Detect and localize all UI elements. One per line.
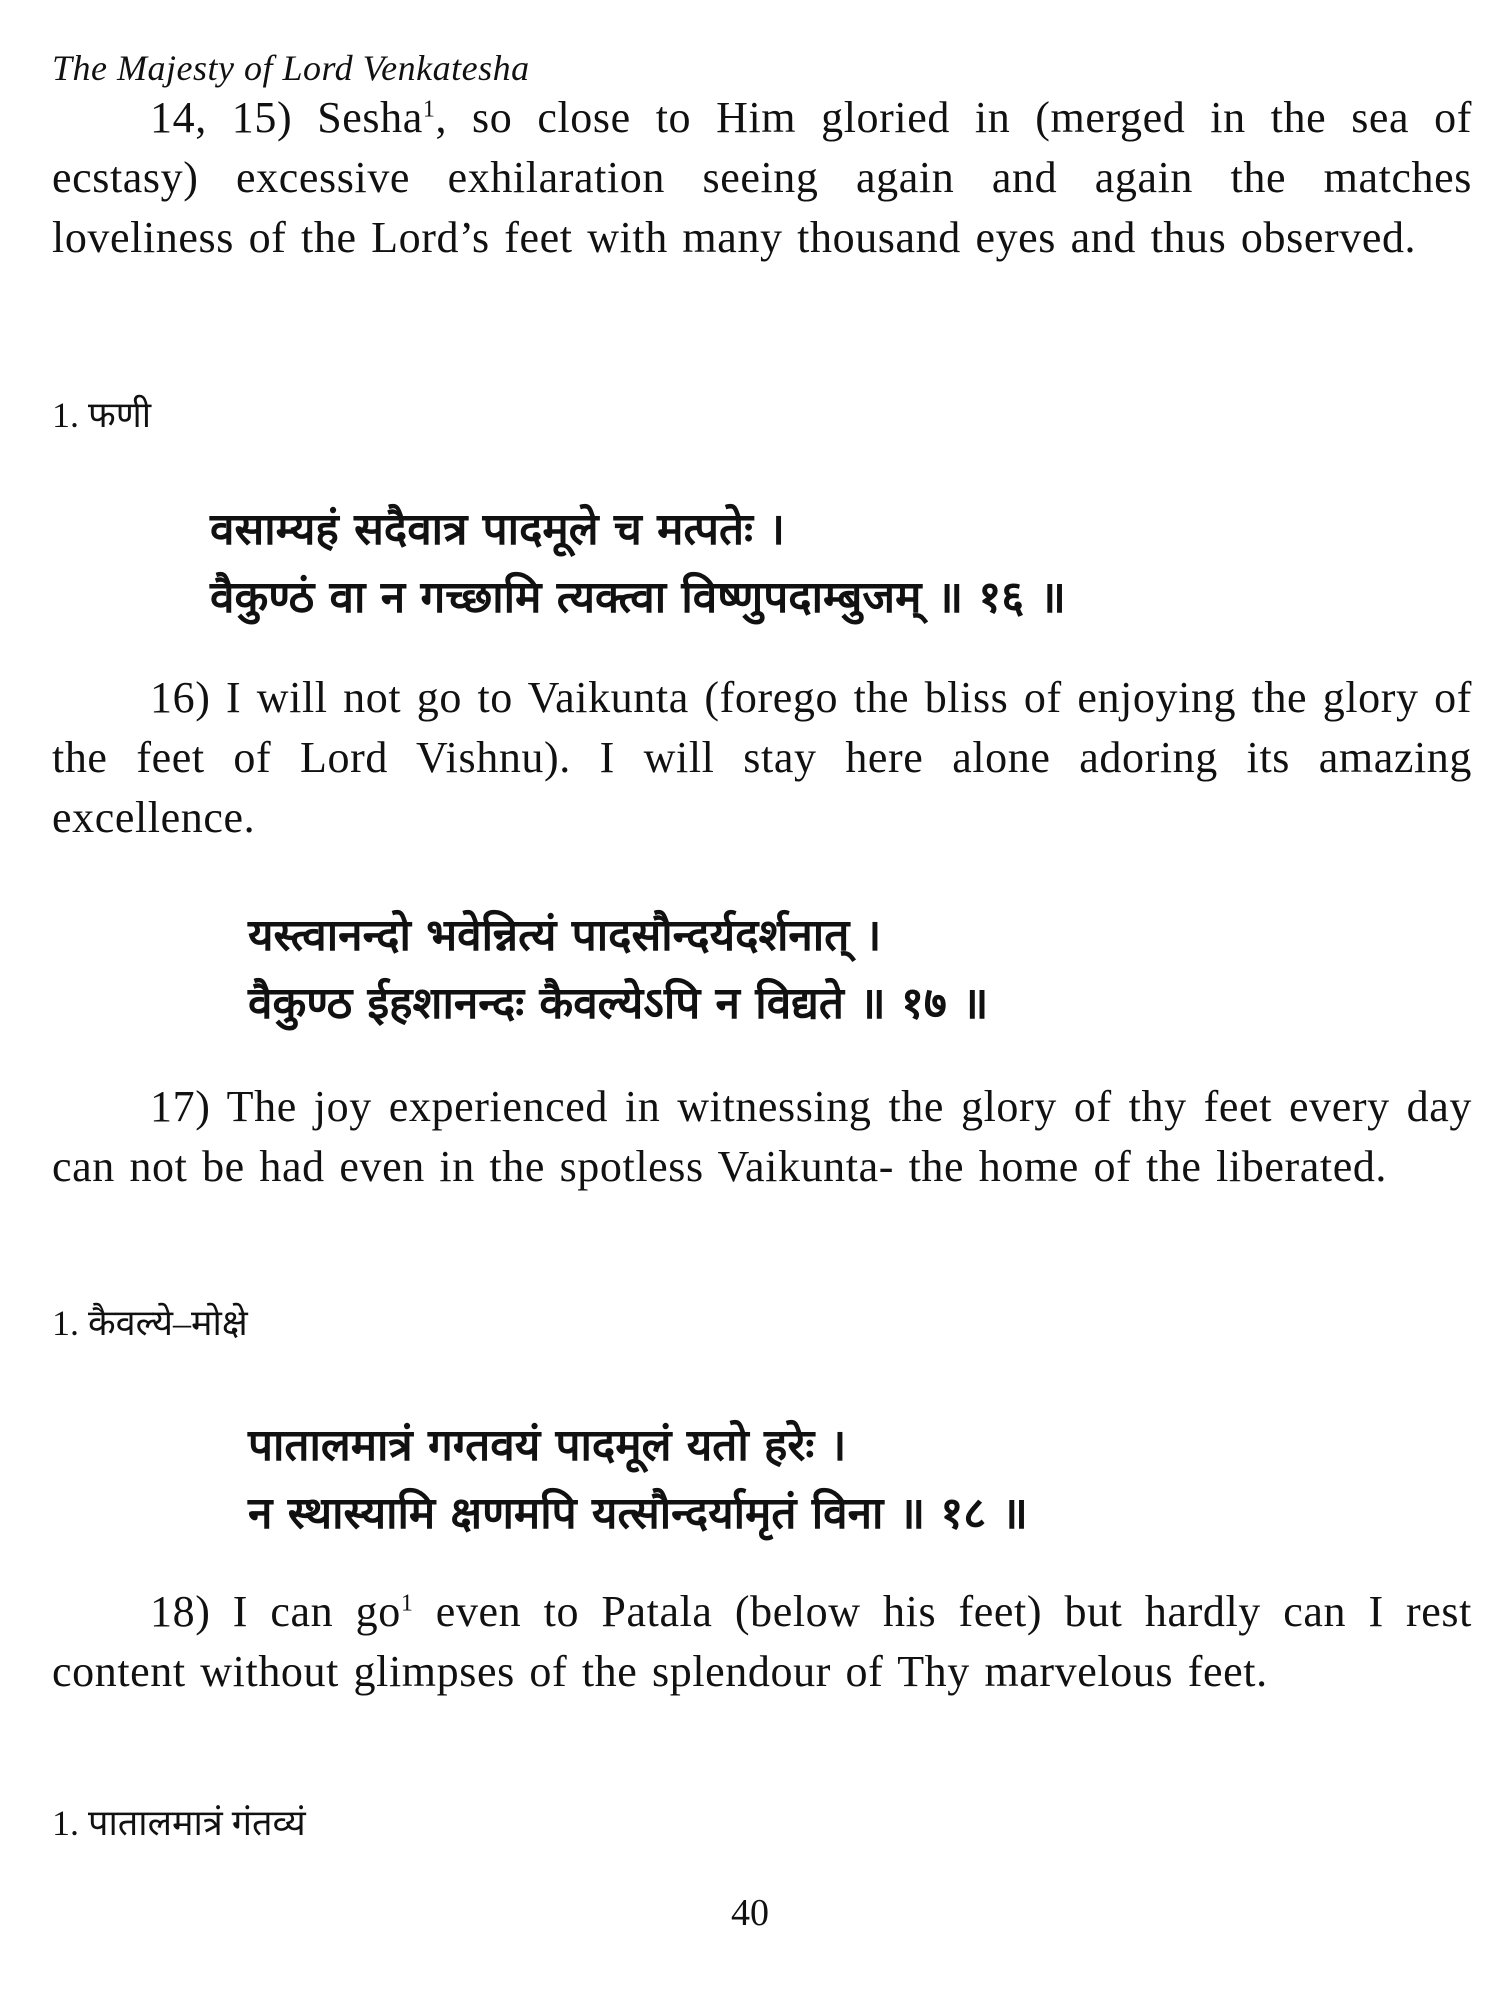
verse-18 xyxy=(248,1412,1028,1548)
verse-16 xyxy=(210,496,1066,632)
paragraph-14-15 xyxy=(52,88,1472,268)
paragraph-18-rest: even to Patala (below his feet) but hardly can I rest content without glimpses of the splendour of Thy marvelous feet. xyxy=(52,1587,1472,1696)
verse-16-line-2: वैकुण्ठं वा न गच्छामि त्यक्त्वा विष्णुपदाम्बुजम् ॥ १६ ॥ xyxy=(210,572,1066,623)
paragraph-16: 16) I will not go to Vaikunta (forego the bliss of enjoying the glory of the feet of Lord Vishnu). I will stay here alone adoring its amazing excellence. xyxy=(52,673,1472,842)
footnote-marker: 1 xyxy=(422,96,436,123)
page-number: 40 xyxy=(731,1892,769,1934)
paragraph-18 xyxy=(52,1582,1472,1702)
footnote-3: 1. पातालमात्रं गंतव्यं xyxy=(52,1803,306,1843)
verse-17 xyxy=(248,902,988,1038)
verse-17-line-1: यस्त्वानन्दो भवेन्नित्यं पादसौन्दर्यदर्शनात् । xyxy=(248,910,882,961)
footnote-2: 1. कैवल्ये–मोक्षे xyxy=(52,1303,248,1343)
verse-16-line-1: वसाम्यहं सदैवात्र पादमूले च मत्पतेः । xyxy=(210,504,785,555)
paragraph-14-15-start: 14, 15) Sesha xyxy=(150,93,423,142)
verse-17-line-2: वैकुण्ठ ईहशानन्दः कैवल्येऽपि न विद्यते ॥ १७ ॥ xyxy=(248,978,989,1029)
paragraph-18-start: 18) I can go xyxy=(150,1587,401,1636)
footnote-marker: 1 xyxy=(400,1590,414,1617)
running-header: The Majesty of Lord Venkatesha xyxy=(52,48,530,88)
verse-18-line-1: पातालमात्रं गग्तवयं पादमूलं यतो हरेः । xyxy=(248,1420,847,1471)
footnote-1: 1. फणी xyxy=(52,395,152,435)
verse-18-line-2: न स्थास्यामि क्षणमपि यत्सौन्दर्यामृतं विना ॥ १८ ॥ xyxy=(248,1488,1028,1539)
paragraph-17: 17) The joy experienced in witnessing the glory of thy feet every day can not be had even in the spotless Vaikunta- the home of the liberated. xyxy=(52,1082,1472,1191)
paragraph-14-15-rest: , so close to Him gloried in (merged in the sea of ecstasy) excessive exhilaration seeing again and again the matches loveliness of the Lord’s feet with many thousand eyes and thus observed. xyxy=(52,93,1472,262)
